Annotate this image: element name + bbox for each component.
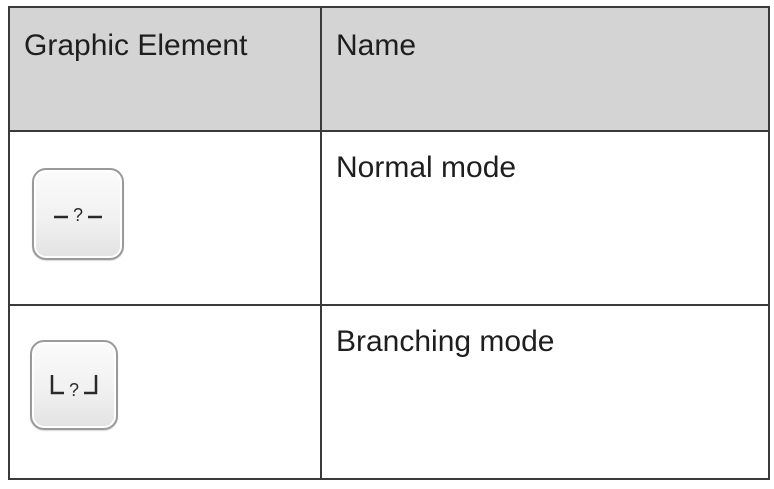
name-cell: Normal mode — [321, 131, 769, 305]
header-name: Name — [321, 7, 769, 131]
header-graphic-element: Graphic Element — [9, 7, 321, 131]
table-row — [9, 305, 769, 479]
mode-table-container — [8, 6, 768, 482]
table-header-row — [9, 7, 769, 131]
branching-mode-icon — [44, 365, 104, 405]
normal-mode-icon — [48, 194, 108, 234]
normal-mode-button[interactable] — [32, 168, 124, 260]
graphic-element-cell — [9, 305, 321, 479]
svg-text:?: ? — [68, 380, 80, 400]
name-cell: Branching mode — [321, 305, 769, 479]
branching-mode-button[interactable] — [30, 340, 118, 430]
graphic-element-cell — [9, 131, 321, 305]
svg-text:?: ? — [72, 205, 84, 225]
table-row — [9, 131, 769, 305]
mode-table — [8, 6, 770, 480]
